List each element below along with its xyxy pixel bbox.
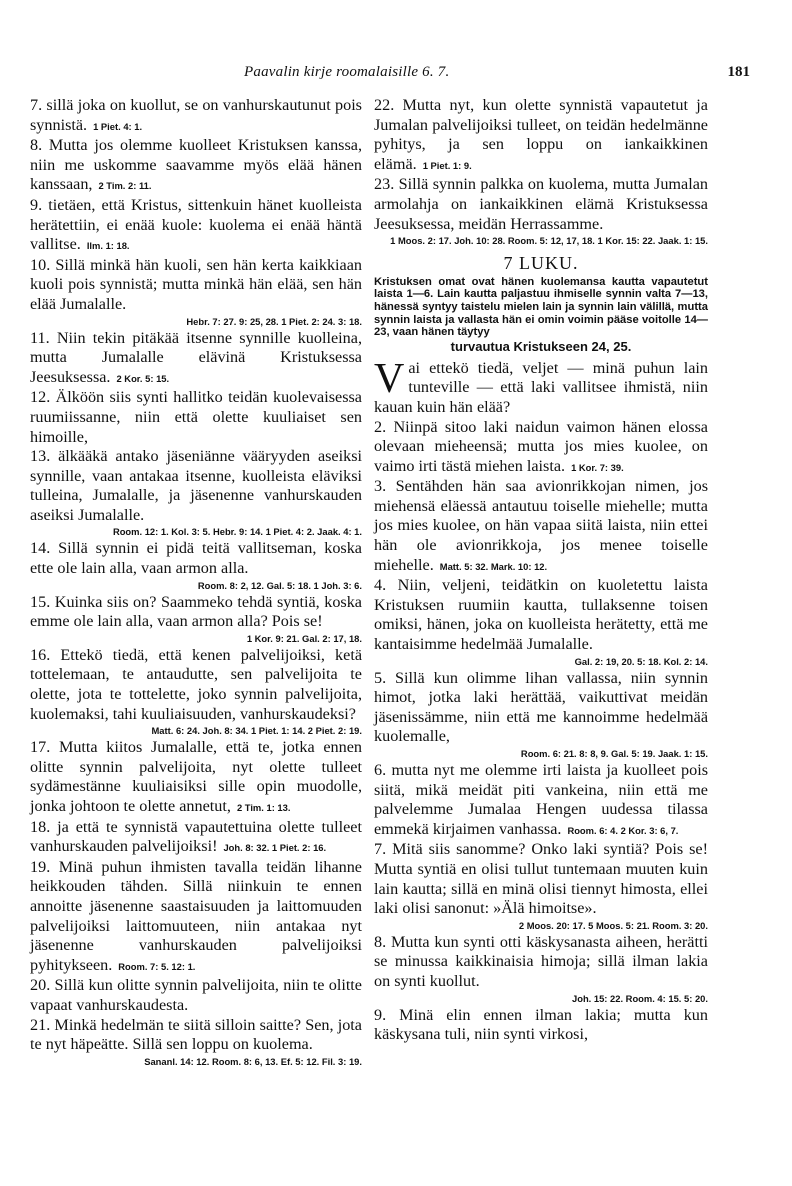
verse-paragraph bbox=[30, 136, 362, 196]
page-header bbox=[30, 64, 750, 84]
cross-reference: 2 Moos. 20: 17. 5 Moos. 5: 21. Room. 3: 20. bbox=[518, 919, 708, 931]
verse-text: 19. Minä puhun ihmisten tavalla teidän lihanne heikkouden tähden. Sillä niinkuin te ennen annoitte jäsenenne saastaisuuden ja laittomuuden palvelijoiksi laittomuuteen, niin antakaa nyt jäsenenne vanhurskauden palvelijoiksi pyhitykseen. bbox=[30, 857, 362, 974]
verse-paragraph bbox=[374, 669, 708, 761]
cross-reference: Room. 7: 5. 12: 1. bbox=[118, 960, 196, 972]
verse-text: 15. Kuinka siis on? Saammeko tehdä syntiä, koska emme ole lain alla, vaan armon alla? Pois se! bbox=[30, 592, 362, 631]
verse-text: 6. mutta nyt me olemme irti laista ja kuolleet pois siitä, mikä meidät piti vankeina, niin että me palvelemme Jumalaa Hengen uudessa tilassa emmekä kirjaimen vanhassa. bbox=[374, 761, 708, 838]
cross-reference: Room. 6: 4. 2 Kor. 3: 6, 7. bbox=[567, 824, 679, 836]
verse-text: 23. Sillä synnin palkka on kuolema, mutta Jumalan armolahja on iankaikkinen elämä Kristuksessa Jeesuksessa, meidän Herrassamme. bbox=[374, 175, 708, 233]
chapter-heading: 7 LUKU. bbox=[503, 253, 579, 274]
verse-paragraph bbox=[30, 738, 362, 817]
verse-text: 2. Niinpä sitoo laki naidun vaimon hänen elossa olevaan mieheensä; mutta jos mies kuolee, on vaimo irti tästä miehen laista. bbox=[374, 417, 708, 475]
cross-reference: 1 Moos. 2: 17. Joh. 10: 28. Room. 5: 12, 17, 18. 1 Kor. 15: 22. Jaak. 1: 15. bbox=[390, 235, 708, 247]
cross-reference: Gal. 2: 19, 20. 5: 18. Kol. 2: 14. bbox=[574, 655, 708, 667]
verse-paragraph bbox=[30, 447, 362, 539]
cross-reference: Matt. 5: 32. Mark. 10: 12. bbox=[439, 560, 548, 572]
verse-text: 21. Minkä hedelmän te siitä silloin saitte? Sen, jota te nyt häpeätte. Sillä sen loppu on kuolema. bbox=[30, 1015, 362, 1054]
verse-text: 20. Sillä kun olitte synnin palvelijoita, niin te olitte vapaat vanhurskaudesta. bbox=[30, 976, 362, 1014]
cross-reference: Room. 12: 1. Kol. 3: 5. Hebr. 9: 14. 1 Piet. 4: 2. Jaak. 4: 1. bbox=[112, 526, 362, 538]
cross-reference: Matt. 6: 24. Joh. 8: 34. 1 Piet. 1: 14. 2 Piet. 2: 19. bbox=[151, 725, 362, 737]
verse-text: 22. Mutta nyt, kun olette synnistä vapautetut ja Jumalan palvelijoiksi tulleet, on teidän hedelmänne pyhitys, ja sen loppu on iankaikkinen elämä. bbox=[374, 96, 708, 173]
cross-reference: Joh. 8: 32. 1 Piet. 2: 16. bbox=[223, 842, 327, 854]
cross-reference: Hebr. 7: 27. 9: 25, 28. 1 Piet. 2: 24. 3: 18. bbox=[186, 315, 362, 327]
cross-reference: 1 Piet. 1: 9. bbox=[422, 159, 472, 171]
verse-text: 14. Sillä synnin ei pidä teitä vallitseman, koska ette ole lain alla, vaan armon alla. bbox=[30, 539, 362, 578]
verse-paragraph bbox=[30, 818, 362, 858]
verse-paragraph bbox=[374, 418, 708, 478]
verse-text: 18. ja että te synnistä vapautettuina olette tulleet vanhurskauden palvelijoiksi! bbox=[30, 817, 362, 856]
cross-reference: 1 Kor. 7: 39. bbox=[571, 461, 624, 473]
verse-text: 12. Älköön siis synti hallitko teidän kuolevaisessa ruumiissanne, niin että olette kuuliaiset sen himoille, bbox=[30, 388, 362, 446]
verse-paragraph bbox=[30, 196, 362, 256]
verse-text: 4. Niin, veljeni, teidätkin on kuoletettu laista Kristuksen ruumiin kautta, tullaksenne toisen omiksi, hänen, joka on kuolleista herätetty, että me kantaisimme hedelmää Jumalalle. bbox=[374, 576, 708, 654]
left-column bbox=[30, 96, 362, 1069]
page-number: 181 bbox=[727, 64, 750, 80]
verse-paragraph bbox=[30, 539, 362, 592]
verse-paragraph bbox=[374, 761, 708, 840]
verse-text: 13. älkääkä antako jäseniänne vääryyden aseiksi synnille, vaan antakaa itsenne, kuolleista eläviksi tulleina, Jumalalle, ja jäsenenne vanhurskauden aseiksi Jumalalle. bbox=[30, 447, 362, 524]
verse-paragraph bbox=[30, 593, 362, 646]
verse-text: 8. Mutta kun synti otti käskysanasta aiheen, herätti se minussa kaikkinaisia himoja; sillä ilman lakia on synti kuollut. bbox=[374, 932, 708, 990]
verse-text: 9. tietäen, että Kristus, sittenkuin hänet kuolleista herätettiin, ei enää kuole: kuolema ei enää häntä vallitse. bbox=[30, 195, 362, 254]
verse-paragraph bbox=[30, 329, 362, 389]
verse-text: 7. Mitä siis sanomme? Onko laki syntiä? Pois se! Mutta syntiä en olisi tullut tuntemaan muuten kuin lain kautta; sillä en minä olisi tiennyt himosta, ellei laki olisi sanonut: »Älä himoitse». bbox=[374, 840, 708, 918]
verse-paragraph bbox=[374, 477, 708, 576]
verse-text: 5. Sillä kun olimme lihan vallassa, niin synnin himot, jotka laki herättää, vaikuttivat meidän jäsenissämme, niin että me kannoimme hedelmää kuolemalle, bbox=[374, 668, 708, 746]
verse-text: 8. Mutta jos olemme kuolleet Kristuksen kanssa, niin me uskomme saavamme myös elää hänen kanssaan, bbox=[30, 136, 362, 194]
verse-paragraph bbox=[374, 355, 708, 418]
verse-paragraph bbox=[30, 1016, 362, 1069]
verse-text: 7. sillä joka on kuollut, se on vanhurskautunut pois synnistä. bbox=[30, 96, 362, 134]
verse-text: 9. Minä elin ennen ilman lakia; mutta kun käskysana tuli, niin synti virkosi, bbox=[374, 1005, 708, 1044]
verse-paragraph bbox=[30, 388, 362, 447]
chapter-summary-end: turvautua Kristukseen 24, 25. bbox=[450, 338, 632, 354]
cross-reference: Room. 6: 21. 8: 8, 9. Gal. 5: 19. Jaak. 1: 15. bbox=[520, 748, 708, 759]
verse-paragraph bbox=[30, 96, 362, 136]
cross-reference: Ilm. 1: 18. bbox=[86, 240, 130, 252]
verse-paragraph bbox=[374, 840, 708, 932]
verse-paragraph bbox=[30, 976, 362, 1015]
cross-reference: Sananl. 14: 12. Room. 8: 6, 13. Ef. 5: 12. Fil. 3: 19. bbox=[144, 1055, 362, 1067]
right-column bbox=[374, 96, 708, 1045]
verse-paragraph bbox=[374, 933, 708, 1006]
verse-paragraph bbox=[374, 1006, 708, 1045]
verses-before-chapter bbox=[374, 96, 708, 248]
verse-text: 16. Ettekö tiedä, että kenen palvelijoiksi, ketä tottelemaan, te antaudutte, sen palvelijoita te olette, jota te tottelette, joko synnin palvelijoita, kuolemaksi, tahi kuuliaisuuden, vanhurskaudeksi? bbox=[30, 645, 362, 723]
cross-reference: 2 Tim. 1: 13. bbox=[236, 802, 291, 813]
cross-reference: 2 Kor. 5: 15. bbox=[116, 372, 170, 384]
verse-text: 3. Sentähden hän saa avionrikkojan nimen, jos miehensä eläessä antautuu toiselle miehelle; mutta jos mies kuolee, on hän vapaa siitä laista, niin ettei hän ole avionrikkoja, jos menee toiselle miehelle. bbox=[374, 477, 708, 574]
verse-text: 10. Sillä minkä hän kuoli, sen hän kerta kaikkiaan kuoli pois synnistä; mutta minkä hän elää, sen hän elää Jumalalle. bbox=[30, 255, 362, 313]
drop-cap: V bbox=[374, 355, 405, 402]
chapter-summary: Kristuksen omat ovat hänen kuolemansa kautta vapautetut laista 1—6. Lain kautta paljastuu ihmiselle synnin valta 7—13, hänessä syntyy taistelu mielen lain ja synnin lain välillä, mutta synnin laista ja vallasta hän ei omin voimin pääse voitolle 14—23, vaan hänen täytyy bbox=[374, 275, 708, 339]
verse-paragraph bbox=[374, 576, 708, 668]
cross-reference: 1 Kor. 9: 21. Gal. 2: 17, 18. bbox=[246, 632, 362, 644]
cross-reference: 2 Tim. 2: 11. bbox=[98, 180, 152, 192]
verse-paragraph bbox=[374, 96, 708, 175]
verse-paragraph bbox=[30, 858, 362, 977]
cross-reference: Room. 8: 2, 12. Gal. 5: 18. 1 Joh. 3: 6. bbox=[197, 579, 362, 591]
verse-text: 17. Mutta kiitos Jumalalle, että te, jotka ennen olitte synnin palvelijoita, nyt olette tulleet sydämestänne kuuliaisiksi sille opin muodolle, jonka johtoon te olette annetut, bbox=[30, 738, 362, 815]
verse-paragraph bbox=[30, 256, 362, 329]
verse-text: ai ettekö tiedä, veljet — minä puhun lain tunteville — että laki vallitsee ihmistä, niin kauan kuin hän elää? bbox=[374, 358, 708, 416]
verse-paragraph bbox=[30, 646, 362, 738]
cross-reference: 1 Piet. 4: 1. bbox=[93, 120, 143, 132]
verses-after-chapter bbox=[374, 355, 708, 1045]
verse-paragraph bbox=[374, 175, 708, 248]
verse-text: 11. Niin tekin pitäkää itsenne synnille kuolleina, mutta Jumalalle elävinä Kristuksessa Jeesuksessa. bbox=[30, 328, 362, 386]
cross-reference: Joh. 15: 22. Room. 4: 15. 5: 20. bbox=[572, 992, 708, 1004]
running-title: Paavalin kirje roomalaisille 6. 7. bbox=[244, 64, 450, 80]
